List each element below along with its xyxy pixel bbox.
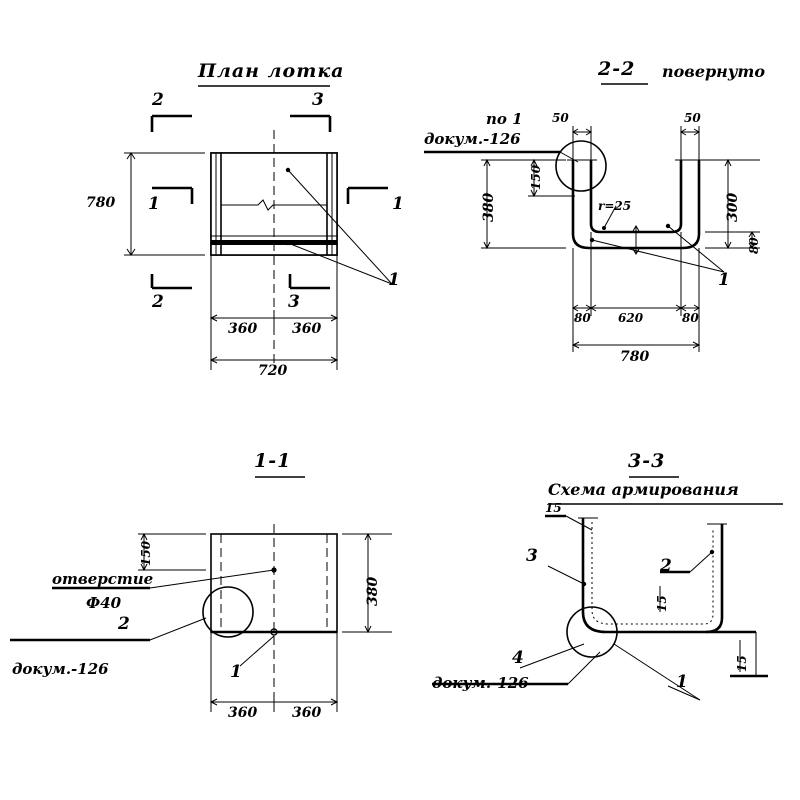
section-2-2-dim-380: 380 <box>481 192 497 222</box>
plan-dim-360-left: 360 <box>228 321 258 337</box>
plan-mark-1-left: 1 <box>148 194 160 214</box>
section-2-2-dim-50-right: 50 <box>684 111 701 125</box>
section-1-1-title: 1-1 <box>254 450 292 472</box>
section-3-3-pos-2: 2 <box>660 556 672 576</box>
section-1-1-dim-360-left: 360 <box>228 705 258 721</box>
section-3-3-pos-4: 4 <box>512 648 524 668</box>
section-2-2-pos-1: 1 <box>718 270 730 290</box>
plan-title: План лотка <box>198 60 345 82</box>
section-2-2-dim-80-right: 80 <box>747 237 761 254</box>
section-1-1-note-hole: отверстие <box>52 570 154 588</box>
section-1-1-dim-150: 150 <box>139 540 153 566</box>
section-1-1-pos-2: 2 <box>118 614 130 634</box>
section-2-2-dim-620: 620 <box>618 311 644 325</box>
section-3-3-note-dokum: докум.-126 <box>432 674 529 692</box>
section-2-2-dim-80-mid: 80 <box>682 311 699 325</box>
section-3-3-pos-3: 3 <box>526 546 538 566</box>
section-3-3-subtitle: Схема армирования <box>548 480 739 499</box>
plan-dim-360-right: 360 <box>292 321 322 337</box>
section-3-3-dim-15-top: 15 <box>545 501 562 515</box>
plan-mark-2-top: 2 <box>152 90 164 110</box>
section-3-3-dim-15-right: 15 <box>735 655 749 672</box>
plan-mark-3-bottom: 3 <box>288 292 300 312</box>
section-1-1-dim-380: 380 <box>365 576 381 606</box>
plan-pos-1-leader: 1 <box>388 270 400 290</box>
section-1-1-pos-1: 1 <box>230 662 242 682</box>
section-3-3-title: 3-3 <box>628 450 666 472</box>
section-1-1-note-d40: Ф40 <box>86 594 122 612</box>
plan-dim-720: 720 <box>258 363 288 379</box>
section-2-2-dim-150: 150 <box>529 164 543 190</box>
section-2-2-radius: r=25 <box>598 199 632 213</box>
plan-mark-1-right: 1 <box>392 194 404 214</box>
section-1-1-dim-360-right: 360 <box>292 705 322 721</box>
plan-dim-780: 780 <box>86 195 116 211</box>
plan-mark-2-bottom: 2 <box>152 292 164 312</box>
section-2-2-dim-780: 780 <box>620 349 650 365</box>
plan-mark-3-top: 3 <box>312 90 324 110</box>
section-2-2-note-po1: по 1 <box>486 110 523 128</box>
section-2-2-title-suffix: повернуто <box>662 62 766 81</box>
section-2-2-dim-50-left: 50 <box>552 111 569 125</box>
section-2-2-dim-300: 300 <box>725 192 741 222</box>
section-3-3-pos-1: 1 <box>676 672 688 692</box>
section-2-2-title: 2-2 <box>598 58 636 80</box>
section-2-2-dim-80-left: 80 <box>574 311 591 325</box>
section-3-3-dim-15-mid: 15 <box>655 595 669 612</box>
section-1-1-note-dokum: докум.-126 <box>12 660 109 678</box>
section-2-2-note-dokum: докум.-126 <box>424 130 521 148</box>
